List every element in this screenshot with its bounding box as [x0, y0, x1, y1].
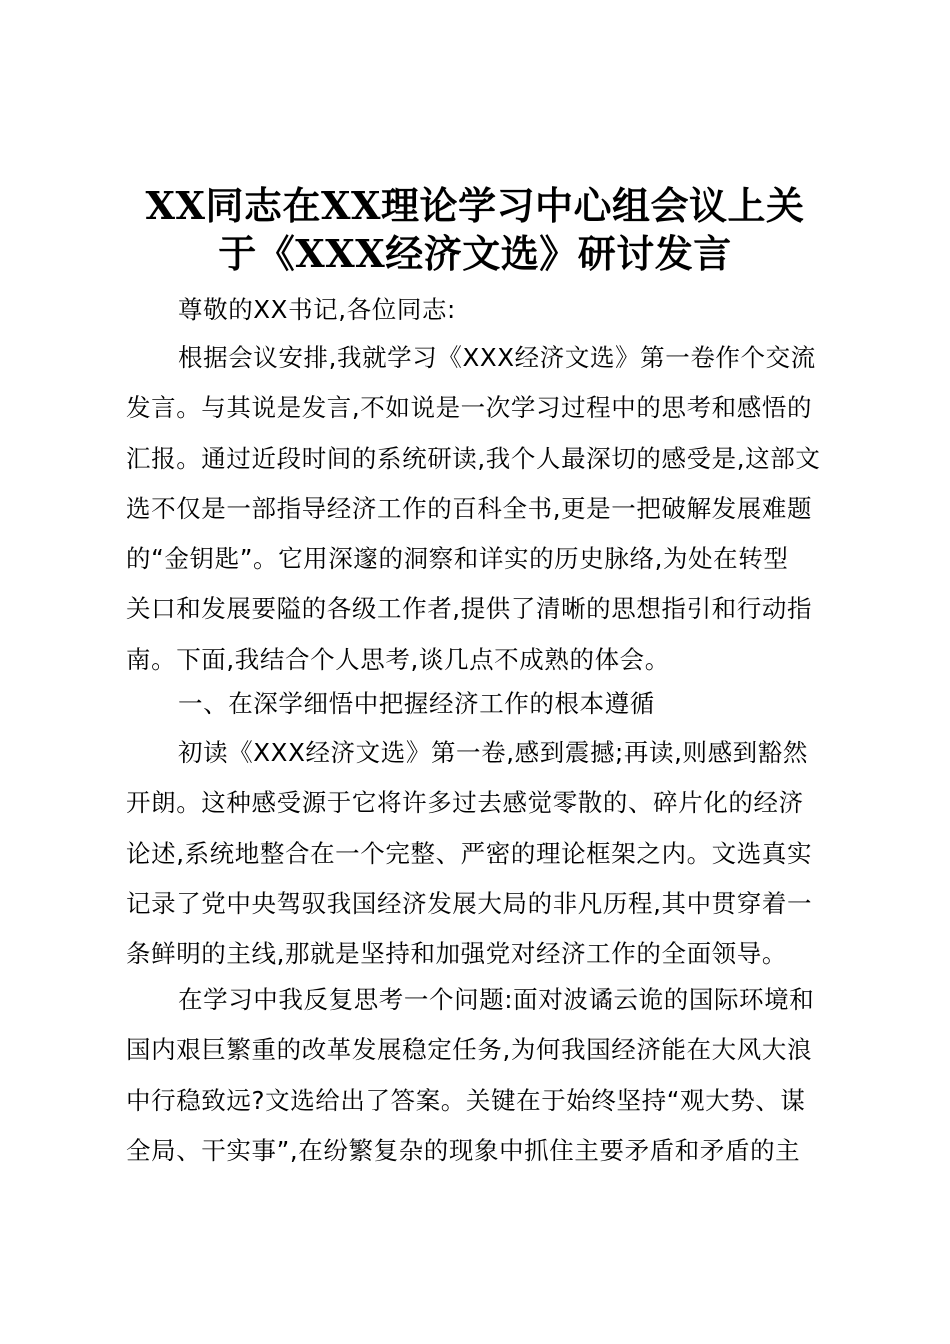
- paragraph-line: 论述,系统地整合在一个完整、严密的理论框架之内。文选真实: [126, 838, 813, 868]
- paragraph-line: 中行稳致远?文选给出了答案。关键在于始终坚持“观大势、谋: [126, 1085, 806, 1115]
- paragraph-line: 初读《XXX经济文选》第一卷,感到震撼;再读,则感到豁然: [178, 738, 808, 767]
- paragraph-line: 南。下面,我结合个人思考,谈几点不成熟的体会。: [126, 644, 670, 674]
- title-line: 于《XXX经济文选》研讨发言: [218, 231, 732, 276]
- paragraph-line: 开朗。这种感受源于它将许多过去感觉零散的、碎片化的经济: [126, 788, 804, 818]
- salutation: [126, 285, 836, 335]
- paragraph-2: [126, 728, 836, 979]
- paragraph-line: 汇报。通过近段时间的系统研读,我个人最深切的感受是,这部文: [126, 443, 821, 473]
- title-line: XX同志在XX理论学习中心组会议上关: [145, 183, 805, 228]
- paragraph-line: 关口和发展要隘的各级工作者,提供了清晰的思想指引和行动指: [126, 594, 813, 624]
- paragraph-line: 发言。与其说是发言,不如说是一次学习过程中的思考和感悟的: [126, 393, 813, 423]
- paragraph-line: 选不仅是一部指导经济工作的百科全书,更是一把破解发展难题: [126, 493, 813, 523]
- paragraph-1: [126, 333, 836, 685]
- paragraph-line: 条鲜明的主线,那就是坚持和加强党对经济工作的全面领导。: [126, 939, 787, 969]
- paragraph-line: 记录了党中央驾驭我国经济发展大局的非凡历程,其中贯穿着一: [126, 888, 813, 918]
- paragraph-line: 全局、干实事”,在纷繁复杂的现象中抓住主要矛盾和矛盾的主: [126, 1135, 801, 1165]
- section-heading-1: [126, 679, 836, 729]
- document-title: [100, 182, 850, 278]
- paragraph-line: 根据会议安排,我就学习《XXX经济文选》第一卷作个交流: [178, 343, 816, 372]
- section-heading-text: 一、在深学细悟中把握经济工作的根本遵循: [178, 689, 655, 718]
- paragraph-3: [126, 975, 836, 1176]
- salutation-text: 尊敬的XX书记,各位同志:: [178, 295, 456, 324]
- paragraph-line: 在学习中我反复思考一个问题:面对波谲云诡的国际环境和: [178, 985, 815, 1014]
- paragraph-line: 的“金钥匙”。它用深邃的洞察和详实的历史脉络,为处在转型: [126, 544, 789, 574]
- paragraph-line: 国内艰巨繁重的改革发展稳定任务,为何我国经济能在大风大浪: [126, 1035, 813, 1065]
